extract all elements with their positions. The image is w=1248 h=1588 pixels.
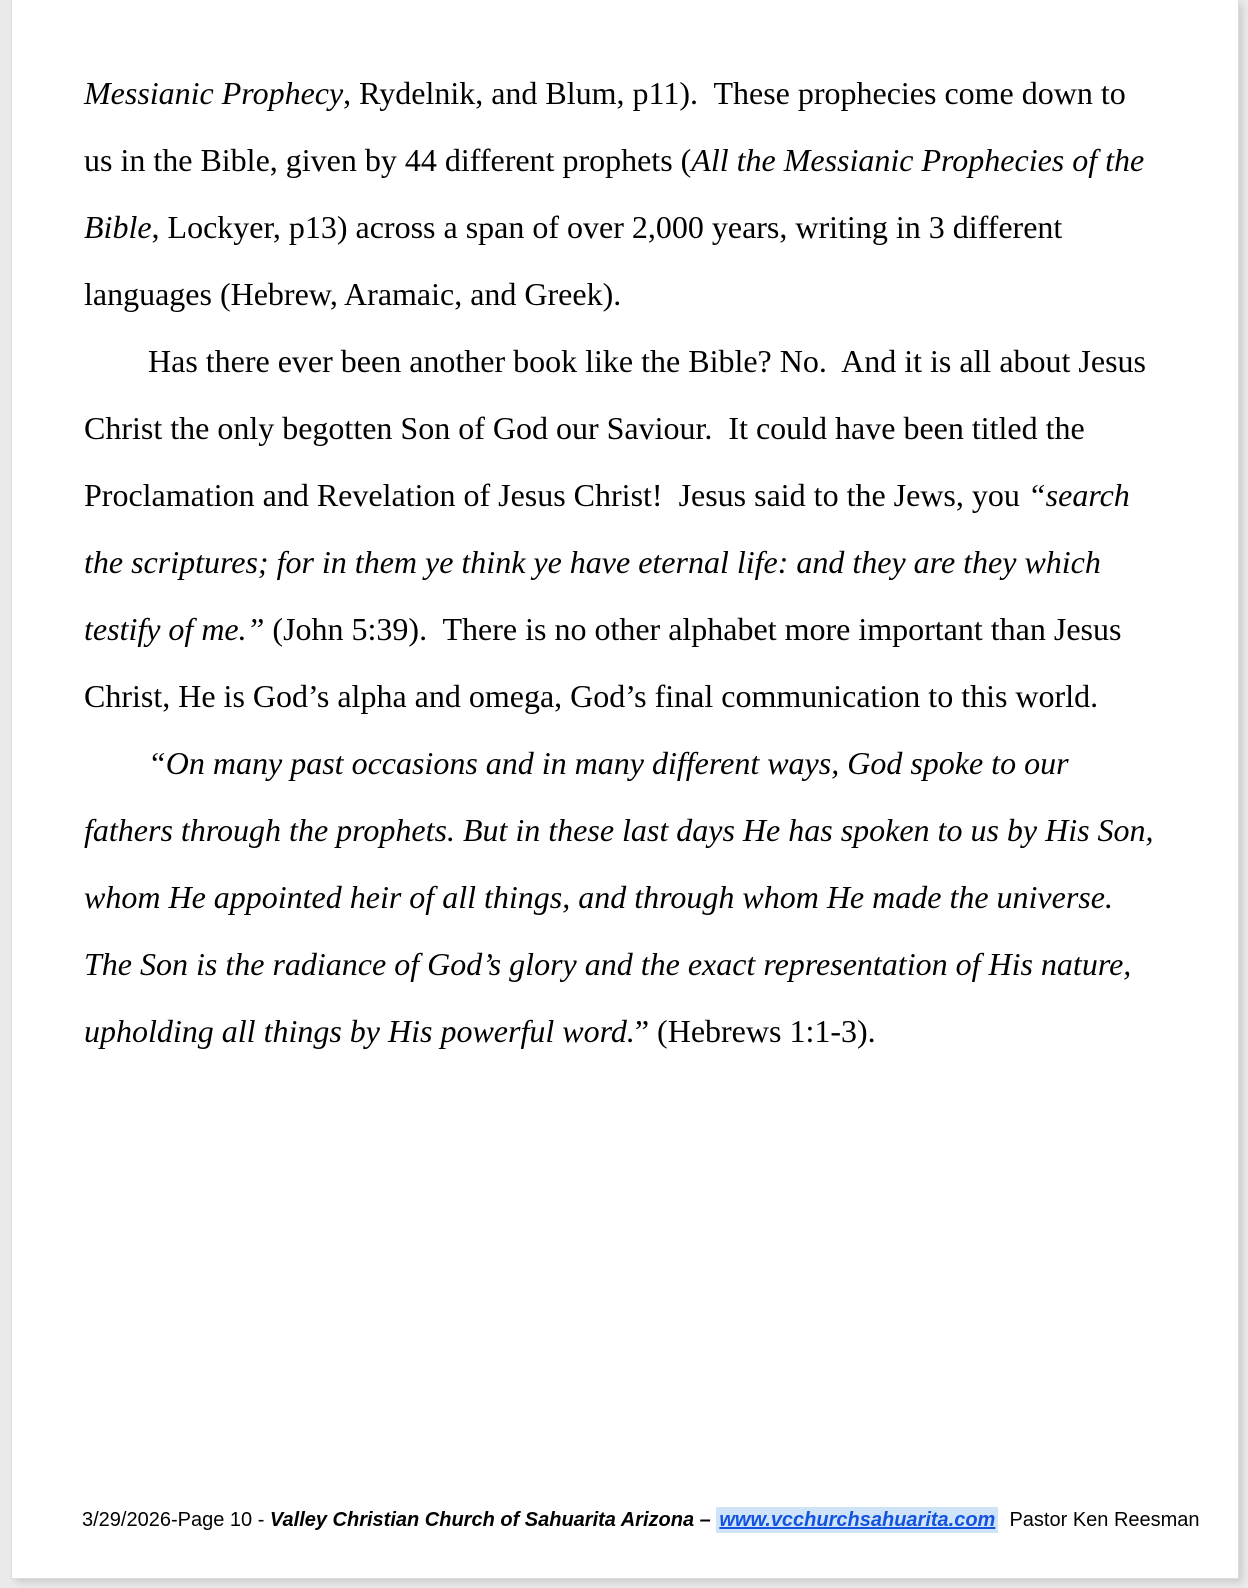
document-body xyxy=(84,60,1162,1065)
text-run: “On many past occasions and in many different ways, God spoke to our fathers through the prophets. But in these last days He has spoken to us by His Son, whom He appointed heir of all things, and through whom He made the universe. The Son is the radiance of God’s glory and the exact representation of His nature, upholding all things by His powerful word. xyxy=(84,745,1162,1049)
footer-website-link[interactable]: www.vcchurchsahuarita.com xyxy=(716,1507,998,1533)
text-run: Valley Christian Church of Sahuarita Arizona – xyxy=(269,1509,717,1531)
text-run: , Rydelnik, and Blum, p11). These prophecies come down to us in the Bible, given by 44 different prophets ( xyxy=(84,75,1134,178)
body-paragraph-1 xyxy=(84,60,1154,328)
body-paragraph-2 xyxy=(84,328,1154,730)
text-run: ” (Hebrews 1:1-3). xyxy=(634,1013,876,1049)
text-run: (John 5:39). There is no other alphabet more important than Jesus Christ, He is God’s alpha and omega, God’s final communication to this world. xyxy=(84,611,1130,714)
text-run: “search the scriptures; for in them ye think ye have eternal life: and they are they which testify of me.” xyxy=(84,477,1138,647)
text-run: , Lockyer, p13) across a span of over 2,000 years, writing in 3 different languages (Hebrew, Aramaic, and Greek). xyxy=(84,209,1071,312)
text-run: Has there ever been another book like the Bible? No. And it is all about Jesus Christ the only begotten Son of God our Saviour. It could have been titled the Proclamation and Revelation of Jesus Christ! Jesus said to the Jews, you xyxy=(84,343,1154,513)
document-page xyxy=(12,0,1238,1578)
text-run: Pastor Ken Reesman xyxy=(998,1509,1200,1531)
body-paragraph-3 xyxy=(84,730,1162,1065)
text-run: All the Messianic Prophecies of the Bible xyxy=(84,142,1153,245)
text-run: 3/29/2026-Page 10 - xyxy=(82,1509,270,1531)
text-run: Messianic Prophecy xyxy=(84,75,344,111)
page-footer xyxy=(82,1506,1212,1534)
